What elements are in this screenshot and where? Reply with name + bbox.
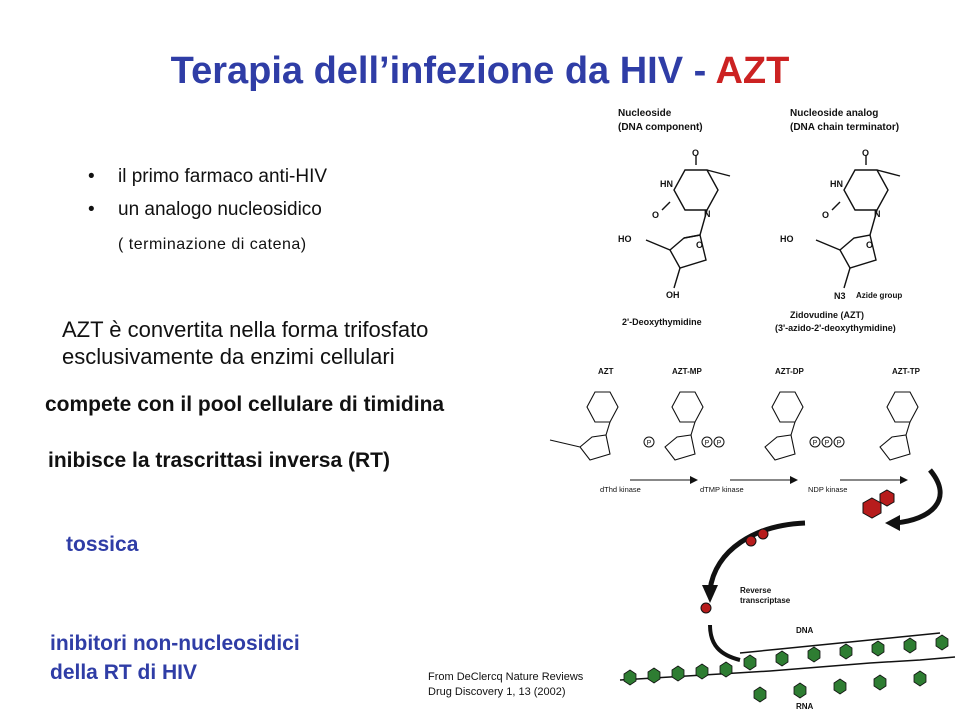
svg-text:O: O [822,210,830,220]
azide-label: Azide group [856,291,903,300]
deoxythymidine-structure [646,155,730,288]
bullet-item: • il primo farmaco anti-HIV [118,166,327,188]
left-molecule-name: 2'-Deoxythymidine [622,317,702,327]
right-molecule-name: Zidovudine (AZT) [790,310,864,320]
svg-text:N: N [874,209,881,219]
svg-text:P: P [704,440,710,447]
svg-text:P: P [824,440,830,447]
svg-text:O: O [692,148,700,158]
cycle-arrow [895,470,940,523]
zidovudine-structure [816,155,900,288]
enzyme-label: NDP kinase [808,485,848,494]
toxic-text: tossica [66,533,139,556]
svg-text:N3: N3 [834,291,846,301]
svg-text:HO: HO [618,234,632,244]
svg-text:P: P [716,440,722,447]
left-heading: Nucleoside [618,108,672,119]
svg-text:OH: OH [666,290,680,300]
svg-text:HO: HO [780,234,794,244]
page-title: Terapia dell’infezione da HIV - AZT [170,50,790,92]
right-subheading: (DNA chain terminator) [790,122,900,133]
svg-text:O: O [866,240,874,250]
transcriptase-label: transcriptase [740,596,791,605]
svg-text:P: P [812,440,818,447]
left-subheading: (DNA component) [618,122,703,133]
conversion-text: AZT è convertita nella forma trifosfato esclusivamente da enzimi cellulari [62,317,429,369]
citation: From DeClercq Nature Reviews Drug Discovery 1, 13 (2002) [428,671,584,698]
azt-label: AZT [598,367,614,376]
azt-tp-label: AZT-TP [892,367,920,376]
dna-label: DNA [796,626,814,635]
svg-text:P: P [836,440,842,447]
svg-text:N: N [704,209,711,219]
svg-text:HN: HN [660,179,673,189]
title-highlight: AZT [715,50,790,92]
svg-text:P: P [646,440,652,447]
right-heading: Nucleoside analog [790,108,879,119]
azt-mp-label: AZT-MP [672,367,702,376]
inhibits-text: inibisce la trascrittasi inversa (RT) [48,449,390,472]
reverse-transcription-figure [610,465,960,720]
svg-text:O: O [862,148,870,158]
svg-text:O: O [652,210,660,220]
azt-dp-label: AZT-DP [775,367,804,376]
bullet-note: ( terminazione di catena) [118,236,307,253]
rna-label: RNA [796,702,814,711]
enzyme-label: dTMP kinase [700,485,744,494]
svg-text:O: O [696,240,704,250]
svg-text:HN: HN [830,179,843,189]
bullet-item: • un analogo nucleosidico [118,199,322,221]
nnrti-text: inibitori non-nucleosidici della RT di HIV [50,632,300,684]
enzyme-label: dThd kinase [600,485,641,494]
compete-text: compete con il pool cellulare di timidina [45,393,445,416]
nucleotide-chain [624,635,948,702]
nucleoside-figure [600,100,960,345]
right-molecule-subname: (3'-azido-2'-deoxythymidine) [775,323,896,333]
reverse-label: Reverse [740,586,772,595]
